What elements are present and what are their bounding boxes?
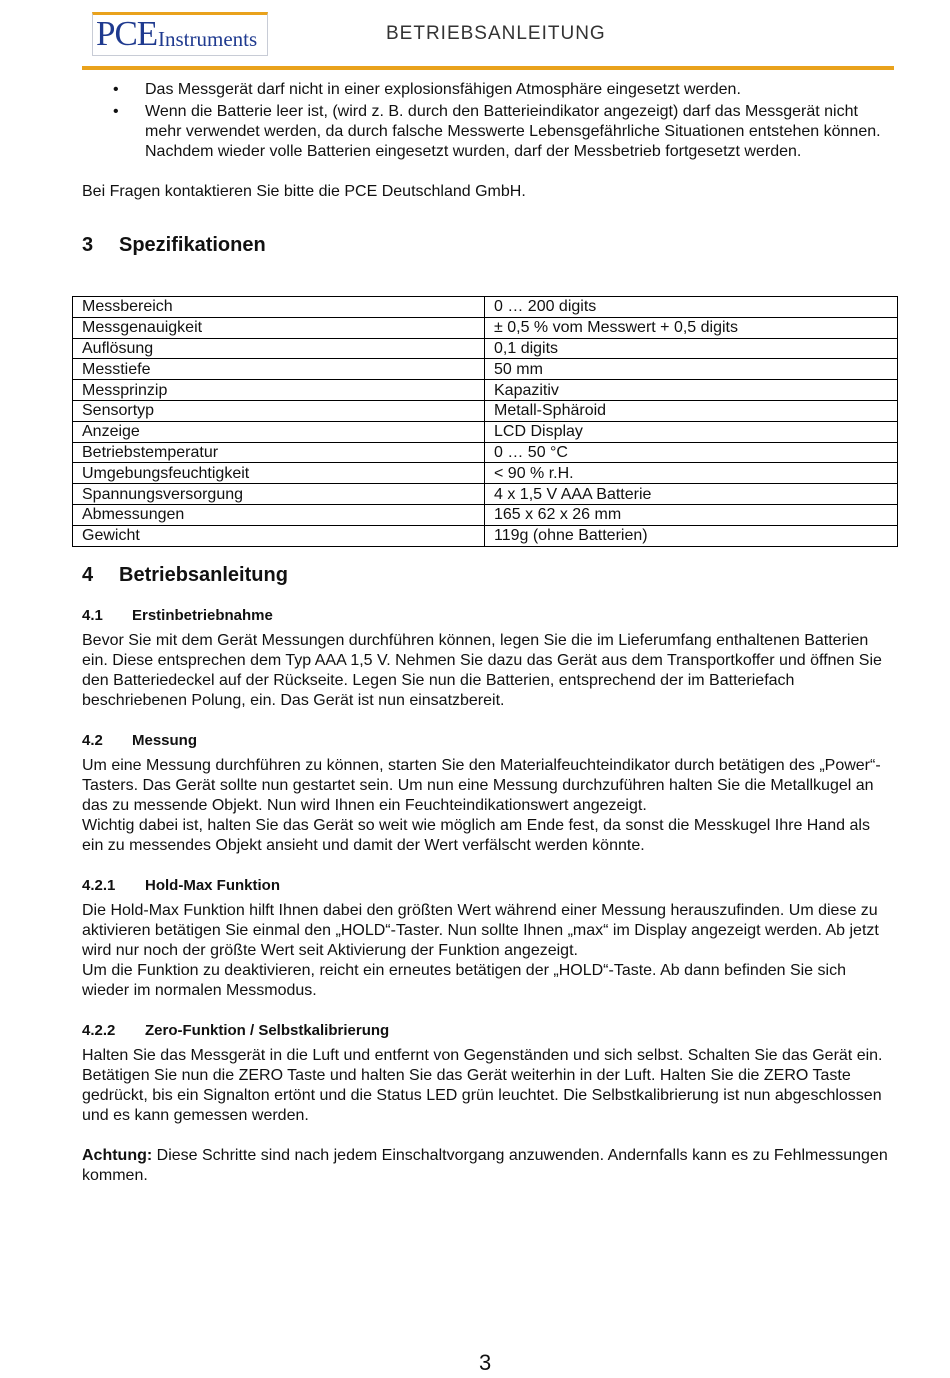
section-title: Erstinbetriebnahme [132, 607, 273, 624]
spec-label: Messbereich [73, 297, 485, 318]
spec-label: Auflösung [73, 338, 485, 359]
spec-label: Abmessungen [73, 504, 485, 525]
page-number: 3 [479, 1350, 492, 1375]
section-4-2-note: Wichtig dabei ist, halten Sie das Gerät so weit wie möglich am Ende fest, da sonst die Messkugel Ihre Hand als ein zu messendes Objekt ansieht und damit der Wert verfälscht werden könnte. [82, 817, 870, 854]
spec-value: ± 0,5 % vom Messwert + 0,5 digits [485, 317, 898, 338]
header-title: BETRIEBSANLEITUNG [386, 23, 606, 44]
section-number: 4.2.1 [82, 877, 116, 894]
section-4-1-heading [82, 606, 894, 626]
spec-label: Messprinzip [73, 380, 485, 401]
spec-label: Anzeige [73, 421, 485, 442]
spec-label: Betriebstemperatur [73, 442, 485, 463]
warning-paragraph [82, 1146, 894, 1186]
document-body [82, 80, 894, 1186]
section-4-2-2-text: Halten Sie das Messgerät in die Luft und entfernt von Gegenständen und sich selbst. Schalten Sie das Gerät ein. Betätigen Sie nun die ZERO Taste und halten Sie das Gerät weiterhin in der Luft. Halten Sie die ZERO Taste gedrückt, bis ein Signalton ertönt und die Status LED grün leuchtet. Die Selbstkalibrierung ist nun abgeschlossen und es kann gemessen werden. [82, 1047, 883, 1124]
section-4-2-2-heading [82, 1021, 894, 1041]
section-4-2-1-text: Die Hold-Max Funktion hilft Ihnen dabei den größten Wert während einer Messung herauszufinden. Um diese zu aktivieren betätigen Sie einmal den „HOLD“-Taster. Nun sollte Ihnen „max“ im Display angezeigt werden. Ab jetzt wird nur noch der größte Wert seit Aktivierung der Funktion angezeigt. [82, 902, 879, 959]
spec-label: Umgebungsfeuchtigkeit [73, 463, 485, 484]
section-4-1-text: Bevor Sie mit dem Gerät Messungen durchführen können, legen Sie die im Lieferumfang enthaltenen Batterien ein. Diese entsprechen dem Typ AAA 1,5 V. Nehmen Sie dazu das Gerät aus dem Transportkoffer und öffnen Sie den Batteriedeckel auf der Rückseite. Legen Sie nun die Batterien, entsprechend der im Batteriefach beschriebenen Polung, ein. Das Gerät ist nun einsatzbereit. [82, 632, 882, 709]
warning-label: Achtung: [82, 1147, 153, 1164]
warning-text: Diese Schritte sind nach jedem Einschaltvorgang anzuwenden. Andernfalls kann es zu Fehlmessungen kommen. [82, 1147, 888, 1184]
spec-value: 0,1 digits [485, 338, 898, 359]
spec-value: 0 … 50 °C [485, 442, 898, 463]
section-number: 4.2 [82, 732, 103, 749]
spec-label: Sensortyp [73, 400, 485, 421]
section-title: Hold-Max Funktion [145, 877, 280, 894]
logo-pce-text: PCE [96, 14, 158, 53]
spec-value: 165 x 62 x 26 mm [485, 504, 898, 525]
spec-label: Gewicht [73, 525, 485, 546]
section-3-heading [82, 233, 894, 257]
spec-value: Kapazitiv [485, 380, 898, 401]
spec-value: 4 x 1,5 V AAA Batterie [485, 484, 898, 505]
section-4-heading [82, 563, 894, 587]
contact-paragraph: Bei Fragen kontaktieren Sie bitte die PCE Deutschland GmbH. [82, 183, 526, 200]
spec-value: 119g (ohne Batterien) [485, 525, 898, 546]
logo-instruments-text: Instruments [158, 27, 258, 51]
section-number: 4.1 [82, 607, 103, 624]
safety-bullet-list [82, 80, 894, 162]
section-4-2-heading [82, 731, 894, 751]
spec-value: Metall-Sphäroid [485, 400, 898, 421]
section-title: Zero-Funktion / Selbstkalibrierung [145, 1022, 390, 1039]
spec-label: Messtiefe [73, 359, 485, 380]
pce-logo [92, 12, 268, 54]
spec-label: Messgenauigkeit [73, 317, 485, 338]
list-item: • Das Messgerät darf nicht in einer explosionsfähigen Atmosphäre eingesetzt werden. [82, 80, 894, 100]
section-number: 4 [82, 564, 94, 586]
section-4-2-text: Um eine Messung durchführen zu können, starten Sie den Materialfeuchteindikator durch betätigen des „Power“-Tasters. Das Gerät sollte nun gestartet sein. Um nun eine Messung durchzuführen halten Sie die Metallkugel an das zu messende Objekt. Nun wird Ihnen ein Feuchteindikationswert angezeigt. [82, 757, 881, 814]
section-title: Betriebsanleitung [119, 564, 288, 586]
section-title: Spezifikationen [119, 234, 266, 256]
section-number: 3 [82, 234, 94, 256]
list-item: • Wenn die Batterie leer ist, (wird z. B. durch den Batterieindikator angezeigt) darf das Messgerät nicht mehr verwendet werden, da durch falsche Messwerte Lebensgefährliche Situationen entstehen können. Nachdem wieder volle Batterien eingesetzt wurden, darf der Messbetrieb fortgesetzt werden. [82, 102, 894, 162]
section-title: Messung [132, 732, 198, 749]
spec-value: 50 mm [485, 359, 898, 380]
spec-value: < 90 % r.H. [485, 463, 898, 484]
spec-value: LCD Display [485, 421, 898, 442]
spec-value: 0 … 200 digits [485, 297, 898, 318]
header-divider [82, 66, 894, 70]
spec-label: Spannungsversorgung [73, 484, 485, 505]
section-4-2-1-text-2: Um die Funktion zu deaktivieren, reicht ein erneutes betätigen der „HOLD“-Taste. Ab dann befinden Sie sich wieder im normalen Messmodus. [82, 962, 846, 999]
section-number: 4.2.2 [82, 1022, 116, 1039]
table-spacer [82, 257, 894, 563]
section-4-2-1-heading [82, 876, 894, 896]
